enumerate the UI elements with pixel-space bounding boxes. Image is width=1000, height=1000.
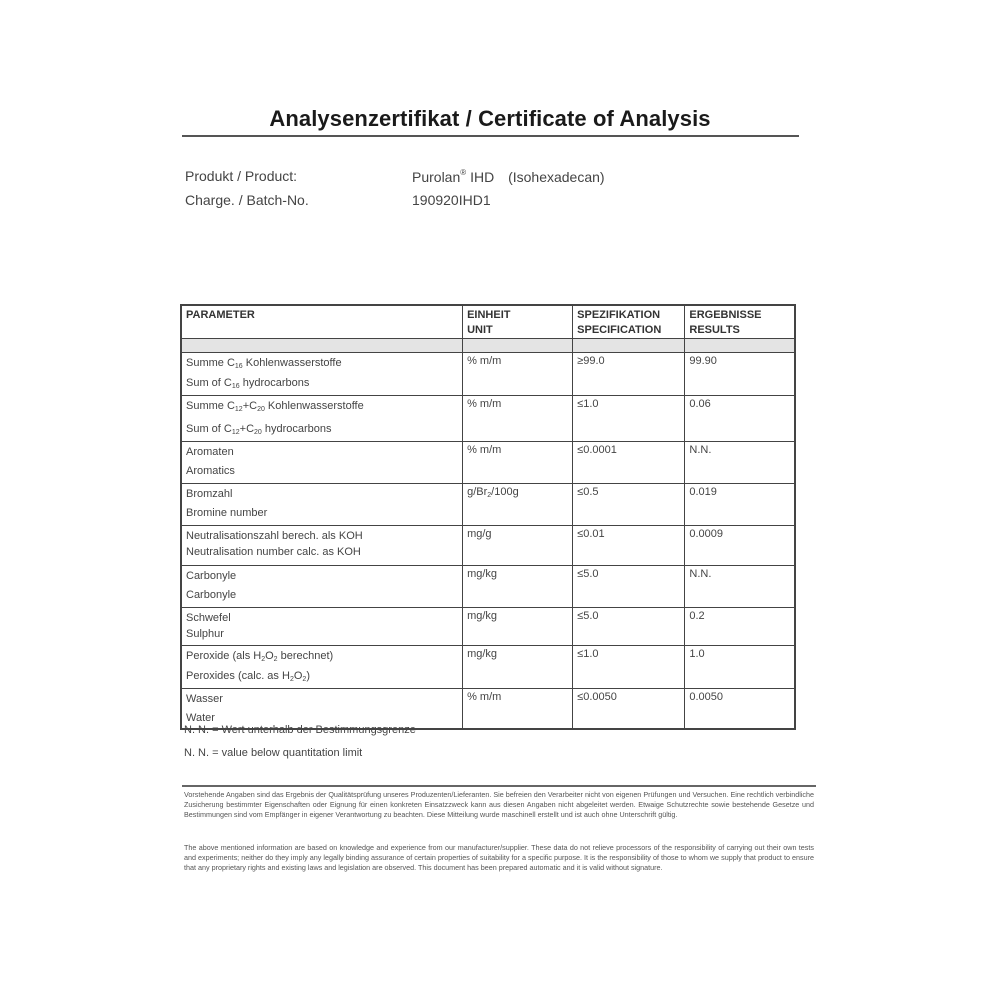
parameter-cell: Aromaten Aromatics (181, 442, 463, 484)
spec-cell: ≤0.0001 (573, 442, 685, 484)
spec-cell: ≤5.0 (573, 566, 685, 608)
spec-cell: ≤0.5 (573, 484, 685, 526)
unit-cell: % m/m (463, 689, 573, 729)
analysis-table (180, 304, 796, 730)
document-title: Analysenzertifikat / Certificate of Analysis (269, 106, 711, 131)
disclaimer-divider (182, 785, 816, 787)
unit-cell: $g/Br_2/100g$ (463, 484, 573, 526)
product-value (412, 168, 605, 185)
note-nn-english: N. N. = value below quantitation limit (184, 747, 363, 759)
parameter-cell: Summe $C_{12}+C_{20}$ Kohlenwasserstoffe Sum of $C_{12}+C_{20}$ hydrocarbons (181, 396, 463, 442)
result-cell: 0.2 (685, 608, 795, 646)
product-label: Produkt / Product: (185, 168, 298, 184)
result-cell: 0.0009 (685, 526, 795, 566)
unit-cell: % m/m (463, 353, 573, 396)
table-row (181, 484, 795, 526)
spec-cell: ≥99.0 (573, 353, 685, 396)
title-divider (182, 135, 799, 137)
unit-cell: mg/kg (463, 646, 573, 689)
result-cell: 1.0 (685, 646, 795, 689)
table-header-row (181, 305, 795, 339)
unit-cell: mg/kg (463, 566, 573, 608)
spec-cell: ≤5.0 (573, 608, 685, 646)
result-cell: N.N. (685, 566, 795, 608)
product-chemical: (Isohexadecan) (508, 169, 605, 185)
table-row (181, 526, 795, 566)
result-cell: 0.0050 (685, 689, 795, 729)
parameter-cell: Summe $C_{16}$ Kohlenwasserstoffe Sum of $C_{16}$ hydrocarbons (181, 353, 463, 396)
table-row (181, 689, 795, 729)
note-nn-german: N. N. = Wert unterhalb der Bestimmungsgrenze (184, 724, 416, 736)
result-cell: 0.06 (685, 396, 795, 442)
unit-cell: % m/m (463, 442, 573, 484)
spec-cell: ≤1.0 (573, 396, 685, 442)
header-unit: EINHEIT UNIT (463, 305, 573, 339)
spec-cell: ≤0.0050 (573, 689, 685, 729)
product-name: Purolan (412, 169, 461, 185)
batch-label: Charge. / Batch-No. (185, 192, 309, 208)
unit-cell: mg/kg (463, 608, 573, 646)
table-row (181, 646, 795, 689)
header-parameter: PARAMETER (181, 305, 463, 339)
parameter-cell: Carbonyle Carbonyle (181, 566, 463, 608)
header-specification: SPEZIFIKATION SPECIFICATION (573, 305, 685, 339)
disclaimer-english: The above mentioned information are based on knowledge and experience from our manufacturer/supplier. These data do not relieve processors of the responsibility of carrying out their own tests and experiments; neither do they imply any legally binding assurance of certain properties of suitability for a specific purpose. It is the responsibility of those to whom we supply that product to ensure that any proprietary rights and existing laws and legislation are observed. This document has been prepared automatic and it is valid without signature. (184, 843, 814, 872)
unit-cell: % m/m (463, 396, 573, 442)
parameter-cell: Wasser Water (181, 689, 463, 729)
trademark-symbol: ® (460, 168, 467, 177)
table-row (181, 566, 795, 608)
table-spacer-row (181, 339, 795, 353)
result-cell: 99.90 (685, 353, 795, 396)
result-cell: N.N. (685, 442, 795, 484)
disclaimer-german: Vorstehende Angaben sind das Ergebnis der Qualitätsprüfung unseres Produzenten/Lieferanten. Sie befreien den Verarbeiter nicht von eigenen Prüfungen und Versuchen. Eine rechtlich verbindliche Zusicherung bestimmter Eigenschaften oder Eignung für einen konkreten Einsatzzweck kann aus diesen Angaben nicht abgeleitet werden. Etwaige Schutzrechte sowie bestehende Gesetze und Bestimmungen sind vom Empfänger in eigener Verantwortung zu beachten. Diese Mitteilung wurde maschinell erstellt und ist auch ohne Unterschrift gültig. (184, 790, 814, 819)
result-cell: 0.019 (685, 484, 795, 526)
spec-cell: ≤1.0 (573, 646, 685, 689)
parameter-cell: Bromzahl Bromine number (181, 484, 463, 526)
parameter-cell: Schwefel Sulphur (181, 608, 463, 646)
unit-cell: mg/g (463, 526, 573, 566)
header-results: ERGEBNISSE RESULTS (685, 305, 795, 339)
parameter-cell: Peroxide (als $H_2O_2$ berechnet) Peroxides (calc. as $H_2O_2$) (181, 646, 463, 689)
batch-value: 190920IHD1 (412, 192, 491, 208)
table-row (181, 396, 795, 442)
spec-cell: ≤0.01 (573, 526, 685, 566)
product-variant: IHD (470, 169, 495, 185)
table-row (181, 608, 795, 646)
table-row (181, 353, 795, 396)
parameter-cell: Neutralisationszahl berech. als KOH Neutralisation number calc. as KOH (181, 526, 463, 566)
table-row (181, 442, 795, 484)
